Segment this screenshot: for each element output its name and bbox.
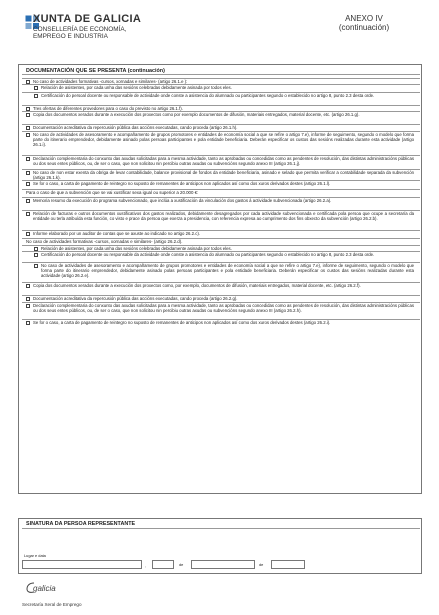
document-item-label: Declaración complementaria do conxunto das axudas solicitadas para a mesma actividade, tanto as aprobadas ou concedidas como as pendentes de resolución, das distintas administracións públicas ou dos seus entes públicos, ou, de ser o caso, que non solicitou nin percibiu outras axudas ou subvencións segundo anexo III (artigo 26.1.j). [33,156,414,167]
document-item-label: Se for o caso, a carta de pagamento de reintegro no suposto de remanentes de anticipos non aplicados así como dos xuros derivados destes (artigo 26.2.i). [33,320,331,325]
document-checkbox[interactable] [26,133,30,137]
document-item-label: Tres ofertas de diferentes provedores para o caso do previsto no artigo 26.1.f). [33,106,183,111]
document-checkbox[interactable] [26,212,30,216]
department-line-1: CONSELLERÍA DE ECONOMÍA, [33,26,127,33]
document-item-label: Relación de facturas e outros documentos xustificativos dos gastos realizados, debidamente desagregados por cada actividade subvencionada e certificada pola persoa que ocupe a secretaría da entidade ou terla atribuída esta función, co visto e prace da persoa que exerza a presidencia, con referencia expresa ao cumprimento dos fins obxecto da subvención (artigo 26.2.b). [33,211,414,222]
document-item-label: No caso de actividades formativas -cursos, xornadas e similares- (artigo 26.1.e ): [33,79,188,84]
de-label-2: de [259,562,264,567]
footer-office: Secretaría Xeral de Emprego [22,602,82,607]
document-checkbox[interactable] [26,157,30,161]
place-date-label: Lugar e data [24,553,46,558]
document-item-label: Memoria resumo da execución do programa subvencionado, que inclúa a xustificación da vinculación dos gastos á actividade subvencionada (artigo 26.2.a). [33,198,332,203]
document-item-label: Informe elaborado por un auditor de contas que se axuste ao indicado no artigo 26.2.c). [33,231,200,236]
document-item-label: Copia dos documentos xerados durante a execución dos proxectos como, por exemplo, documentos de difusión, materiais entregados, material docente, etc. (artigo 26.2.f). [33,283,361,288]
signature-title: SINATURA DA PERSOA REPRESENTANTE [26,521,136,527]
document-checkbox[interactable] [26,284,30,288]
annex-title: ANEXO IV [345,14,383,23]
document-checkbox[interactable] [34,264,38,268]
document-item-label: No caso de non estar exenta da obriga de levar contabilidade, balance provisional de fondos da entidade beneficiaria, asinado e selado que permita verificar a contabilidade separada da subvención (artigo 26.1.k). [33,170,414,181]
day-field[interactable] [152,560,174,569]
document-checkbox[interactable] [26,171,30,175]
document-checkbox[interactable] [26,232,30,236]
document-checkbox[interactable] [26,126,30,130]
document-checkbox[interactable] [26,182,30,186]
document-checkbox[interactable] [34,86,38,90]
department-line-2: EMPREGO E INDUSTRIA [33,33,108,40]
document-checkbox[interactable] [26,199,30,203]
place-field[interactable] [22,560,142,569]
department-name [33,26,126,40]
org-name: XUNTA DE GALICIA [33,13,142,25]
document-item-label: Declaración complementaria do conxunto das axudas solicitadas para a mesma actividade, tanto as aprobadas ou concedidas como as pendentes de resolución, das distintas administracións públicas ou dos seus entes públicos, ou, de ser o caso, que non solicitou nin percibiu outras axudas ou subvencións segundo anexo III (artigo 26.2.h). [33,303,414,314]
group-heading: Para o caso de que a subvención que se vai xustificar sexa igual ou superior a 20.000 €: [26,190,199,195]
year-field[interactable] [271,560,305,569]
signature-divider [22,528,420,529]
comma-label: , [145,563,147,568]
document-item-label: Certificación do persoal docente ou responsable da actividade onde conste a asistencia do alumnado ou participantes segundo o establecido no artigo 8, punto 2.3 desta orde. [41,252,375,257]
document-item-label: Certificación do persoal docente ou responsable de actividade onde conste a asistencia do alumnado ou participantes segundo o establecido no artigo 8, punto 2.3 desta orde. [41,93,375,98]
document-item-label: Copia dos documentos xerados durante a execución dos proxectos como por exemplo documentos de difusión, materiais entregados, material docente, etc. (artigo 26.1.g). [33,112,360,117]
section-divider [22,74,420,75]
de-label-1: de [179,562,184,567]
month-field[interactable] [191,560,255,569]
document-checkbox[interactable] [26,297,30,301]
document-checkbox[interactable] [26,113,30,117]
document-item-label: Relación de asistentes, por cada unha das sesións celebradas debidamente asinada por todos eles. [41,85,232,90]
document-item-label: No caso de actividades de asesoramento e acompañamento de grupos promotores e entidades de economía social a que se refire o artigo 7.e), informe de seguimento, segundo o modelo que forma parte do itinerario emprendedor, debidamente asinado polas persoas participantes e pola entidade beneficiaria. Deberán especificar os custos das sesións realizadas durante esta actividade (artigo 26.1.i). [33,132,414,148]
annex-heading [309,14,419,32]
document-checkbox[interactable] [34,253,38,257]
group-heading: No caso de actividades formativas -cursos, xornadas e similares- (artigo 26.2.d). [26,239,183,244]
section-title: DOCUMENTACIÓN QUE SE PRESENTA (continuación) [26,68,165,74]
footer-logo: galicia [33,584,56,593]
document-item-label: No caso de actividades de asesoramento e acompañamento de grupos promotores e entidades de economía social a que se refire o artigo 7.e), informe de seguimento, segundo o modelo que forma parte do itinerario emprendedor, debidamente asinado polas persoas participantes e pola entidade beneficiaria. Deberán especificar os custos das sesións realizadas durante esta actividade (artigo 26.2.e). [41,263,414,279]
document-item-label: Relación de asistentes, por cada unha das sesións celebradas debidamente asinada por todos eles. [41,246,232,251]
annex-subtitle: (continuación) [338,23,390,32]
document-item-label: Documentación acreditativa da repercusión pública das accións executadas, cando proceda (artigo 26.2.g). [33,296,238,301]
document-checkbox[interactable] [34,94,38,98]
document-item-label: Se for o caso, a carta de pagamento de reintegro no suposto de remanentes de anticipos non aplicados así como dos xuros derivados destes (artigo 26.1.l). [33,181,331,186]
document-checkbox[interactable] [26,321,30,325]
document-checkbox[interactable] [26,304,30,308]
document-item-label: Documentación acreditativa da repercusión pública das accións executadas, cando proceda (artigo 26.1.h). [33,125,238,130]
